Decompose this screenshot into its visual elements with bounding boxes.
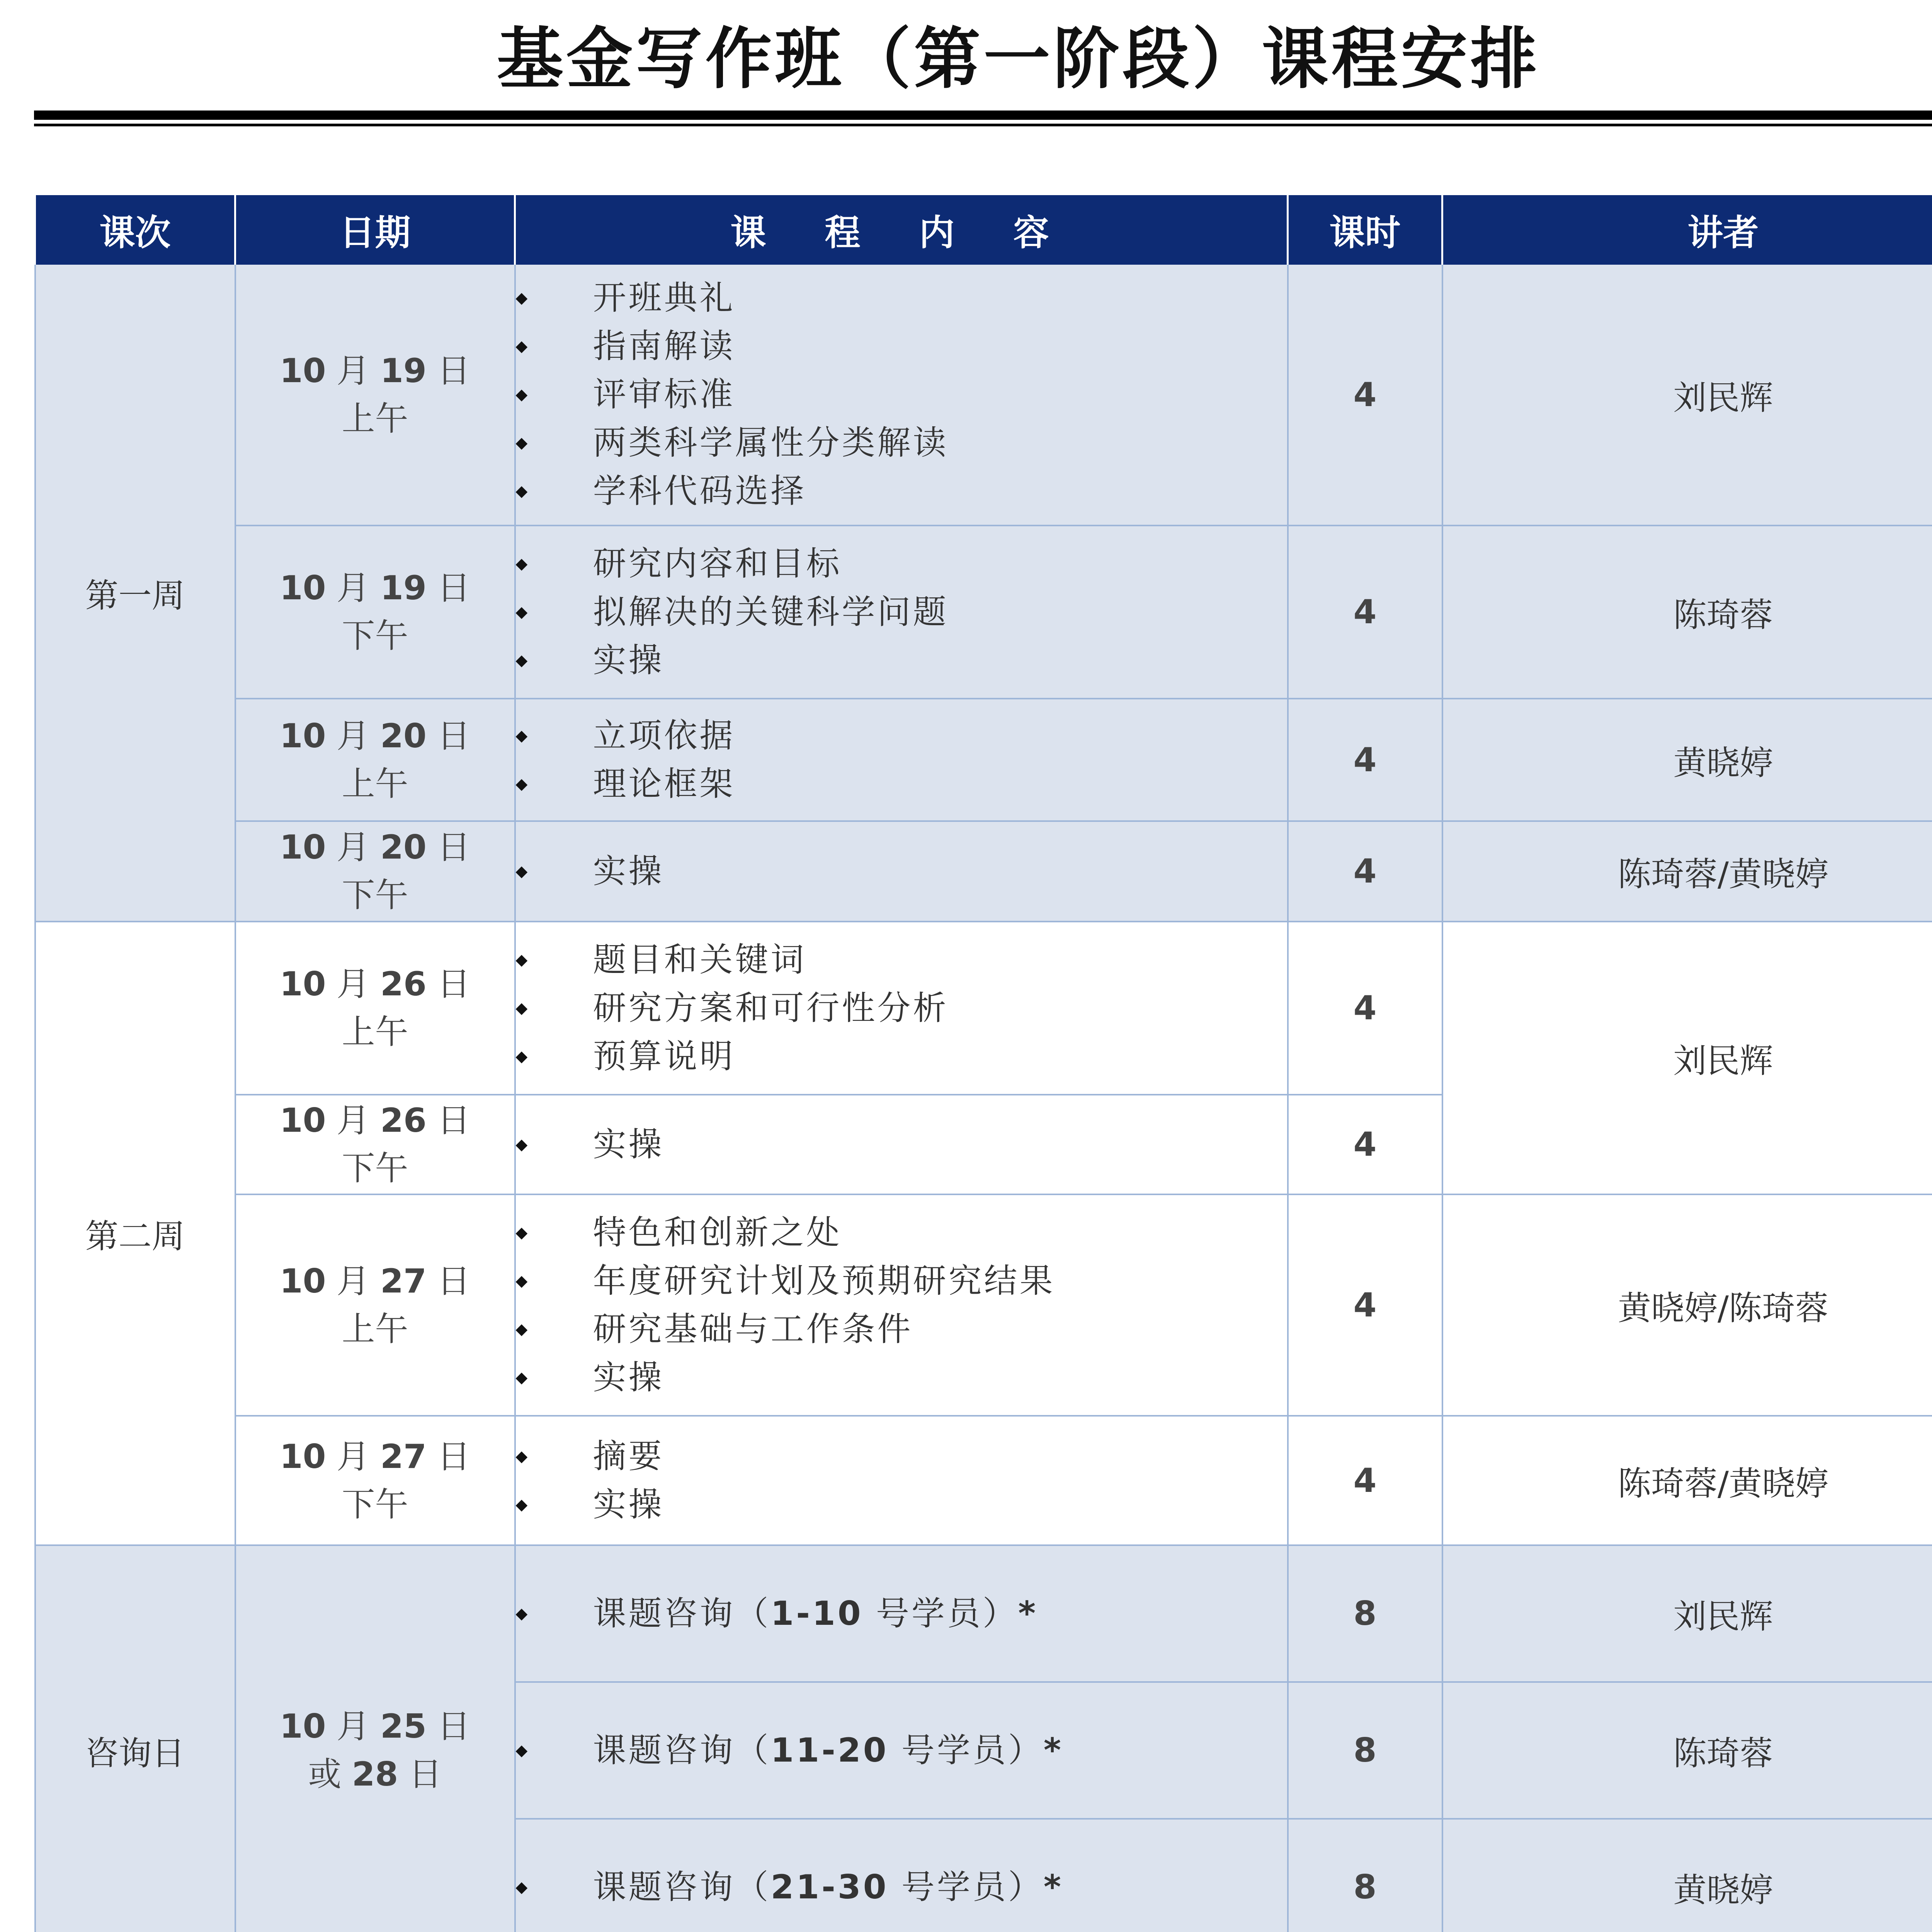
content-cell <box>515 1819 1288 1932</box>
content-cell <box>515 264 1288 526</box>
hours-cell: 8 <box>1288 1819 1442 1932</box>
header-row <box>35 196 1932 264</box>
content-cell <box>515 1545 1288 1682</box>
list-item: ◆ 评审标准 <box>516 371 1287 419</box>
list-item: ◆ 课题咨询（1-10 号学员）* <box>516 1590 1287 1638</box>
list-item: ◆ 课题咨询（11-20 号学员）* <box>516 1726 1287 1775</box>
list-item: ◆ 实操 <box>516 636 1287 685</box>
list-item: ◆ 两类科学属性分类解读 <box>516 419 1287 467</box>
schedule-table <box>34 195 1932 1932</box>
list-item: ◆ 摘要 <box>516 1432 1287 1481</box>
date-cell: 10 月 25 日 或 28 日 <box>235 1545 515 1932</box>
list-item: ◆ 实操 <box>516 847 1287 896</box>
table-row <box>35 526 1932 699</box>
list-item: ◆ 实操 <box>516 1354 1287 1402</box>
date-cell: 10 月 26 日 下午 <box>235 1095 515 1194</box>
hours-cell: 4 <box>1288 821 1442 922</box>
date-cell: 10 月 20 日 上午 <box>235 699 515 821</box>
hours-cell: 4 <box>1288 1416 1442 1545</box>
hours-cell: 4 <box>1288 1194 1442 1416</box>
table-row <box>35 1194 1932 1416</box>
speaker-cell: 陈琦蓉 <box>1442 526 1932 699</box>
date-cell: 10 月 20 日 下午 <box>235 821 515 922</box>
table-row <box>35 264 1932 526</box>
speaker-cell: 陈琦蓉/黄晓婷 <box>1442 821 1932 922</box>
title-rule-thin <box>34 124 1932 126</box>
week-label: 咨询日 <box>35 1545 235 1932</box>
hours-cell: 4 <box>1288 699 1442 821</box>
list-item: ◆ 题目和关键词 <box>516 936 1287 984</box>
hours-cell: 8 <box>1288 1545 1442 1682</box>
speaker-cell: 陈琦蓉/黄晓婷 <box>1442 1416 1932 1545</box>
content-cell <box>515 1194 1288 1416</box>
speaker-cell: 黄晓婷 <box>1442 1819 1932 1932</box>
list-item: ◆ 预算说明 <box>516 1032 1287 1081</box>
speaker-cell: 刘民辉 <box>1442 922 1932 1194</box>
list-item: ◆ 课题咨询（21-30 号学员）* <box>516 1863 1287 1912</box>
list-item: ◆ 拟解决的关键科学问题 <box>516 588 1287 636</box>
list-item: ◆ 实操 <box>516 1481 1287 1529</box>
header-date: 日期 <box>235 196 515 264</box>
table-row <box>35 821 1932 922</box>
table-row <box>35 699 1932 821</box>
content-cell <box>515 1095 1288 1194</box>
hours-cell: 4 <box>1288 1095 1442 1194</box>
hours-cell: 4 <box>1288 526 1442 699</box>
speaker-cell: 刘民辉 <box>1442 264 1932 526</box>
header-content: 课 程 内 容 <box>515 196 1288 264</box>
header-hours: 课时 <box>1288 196 1442 264</box>
date-cell: 10 月 19 日 下午 <box>235 526 515 699</box>
speaker-cell: 刘民辉 <box>1442 1545 1932 1682</box>
content-cell <box>515 526 1288 699</box>
table-row <box>35 1545 1932 1682</box>
speaker-cell: 陈琦蓉 <box>1442 1682 1932 1819</box>
speaker-cell: 黄晓婷 <box>1442 699 1932 821</box>
content-cell <box>515 821 1288 922</box>
list-item: ◆ 理论框架 <box>516 760 1287 808</box>
list-item: ◆ 指南解读 <box>516 322 1287 371</box>
hours-cell: 8 <box>1288 1682 1442 1819</box>
list-item: ◆ 研究基础与工作条件 <box>516 1305 1287 1354</box>
list-item: ◆ 实操 <box>516 1121 1287 1169</box>
header-session: 课次 <box>35 196 235 264</box>
week-label: 第二周 <box>35 922 235 1545</box>
week-label: 第一周 <box>35 264 235 922</box>
title-rule-thick <box>34 111 1932 120</box>
list-item: ◆ 立项依据 <box>516 712 1287 760</box>
list-item: ◆ 特色和创新之处 <box>516 1209 1287 1257</box>
date-cell: 10 月 27 日 上午 <box>235 1194 515 1416</box>
list-item: ◆ 研究内容和目标 <box>516 540 1287 588</box>
content-cell <box>515 1682 1288 1819</box>
date-cell: 10 月 27 日 下午 <box>235 1416 515 1545</box>
content-cell <box>515 1416 1288 1545</box>
list-item: ◆ 年度研究计划及预期研究结果 <box>516 1257 1287 1305</box>
header-speaker: 讲者 <box>1442 196 1932 264</box>
page-title: 基金写作班（第一阶段）课程安排 <box>497 19 1540 98</box>
table-row <box>35 922 1932 1095</box>
hours-cell: 4 <box>1288 922 1442 1095</box>
date-cell: 10 月 26 日 上午 <box>235 922 515 1095</box>
list-item: ◆ 研究方案和可行性分析 <box>516 984 1287 1032</box>
table-row <box>35 1416 1932 1545</box>
list-item: ◆ 开班典礼 <box>516 274 1287 322</box>
list-item: ◆ 学科代码选择 <box>516 467 1287 515</box>
content-cell <box>515 922 1288 1095</box>
speaker-cell: 黄晓婷/陈琦蓉 <box>1442 1194 1932 1416</box>
hours-cell: 4 <box>1288 264 1442 526</box>
content-cell <box>515 699 1288 821</box>
date-cell: 10 月 19 日 上午 <box>235 264 515 526</box>
